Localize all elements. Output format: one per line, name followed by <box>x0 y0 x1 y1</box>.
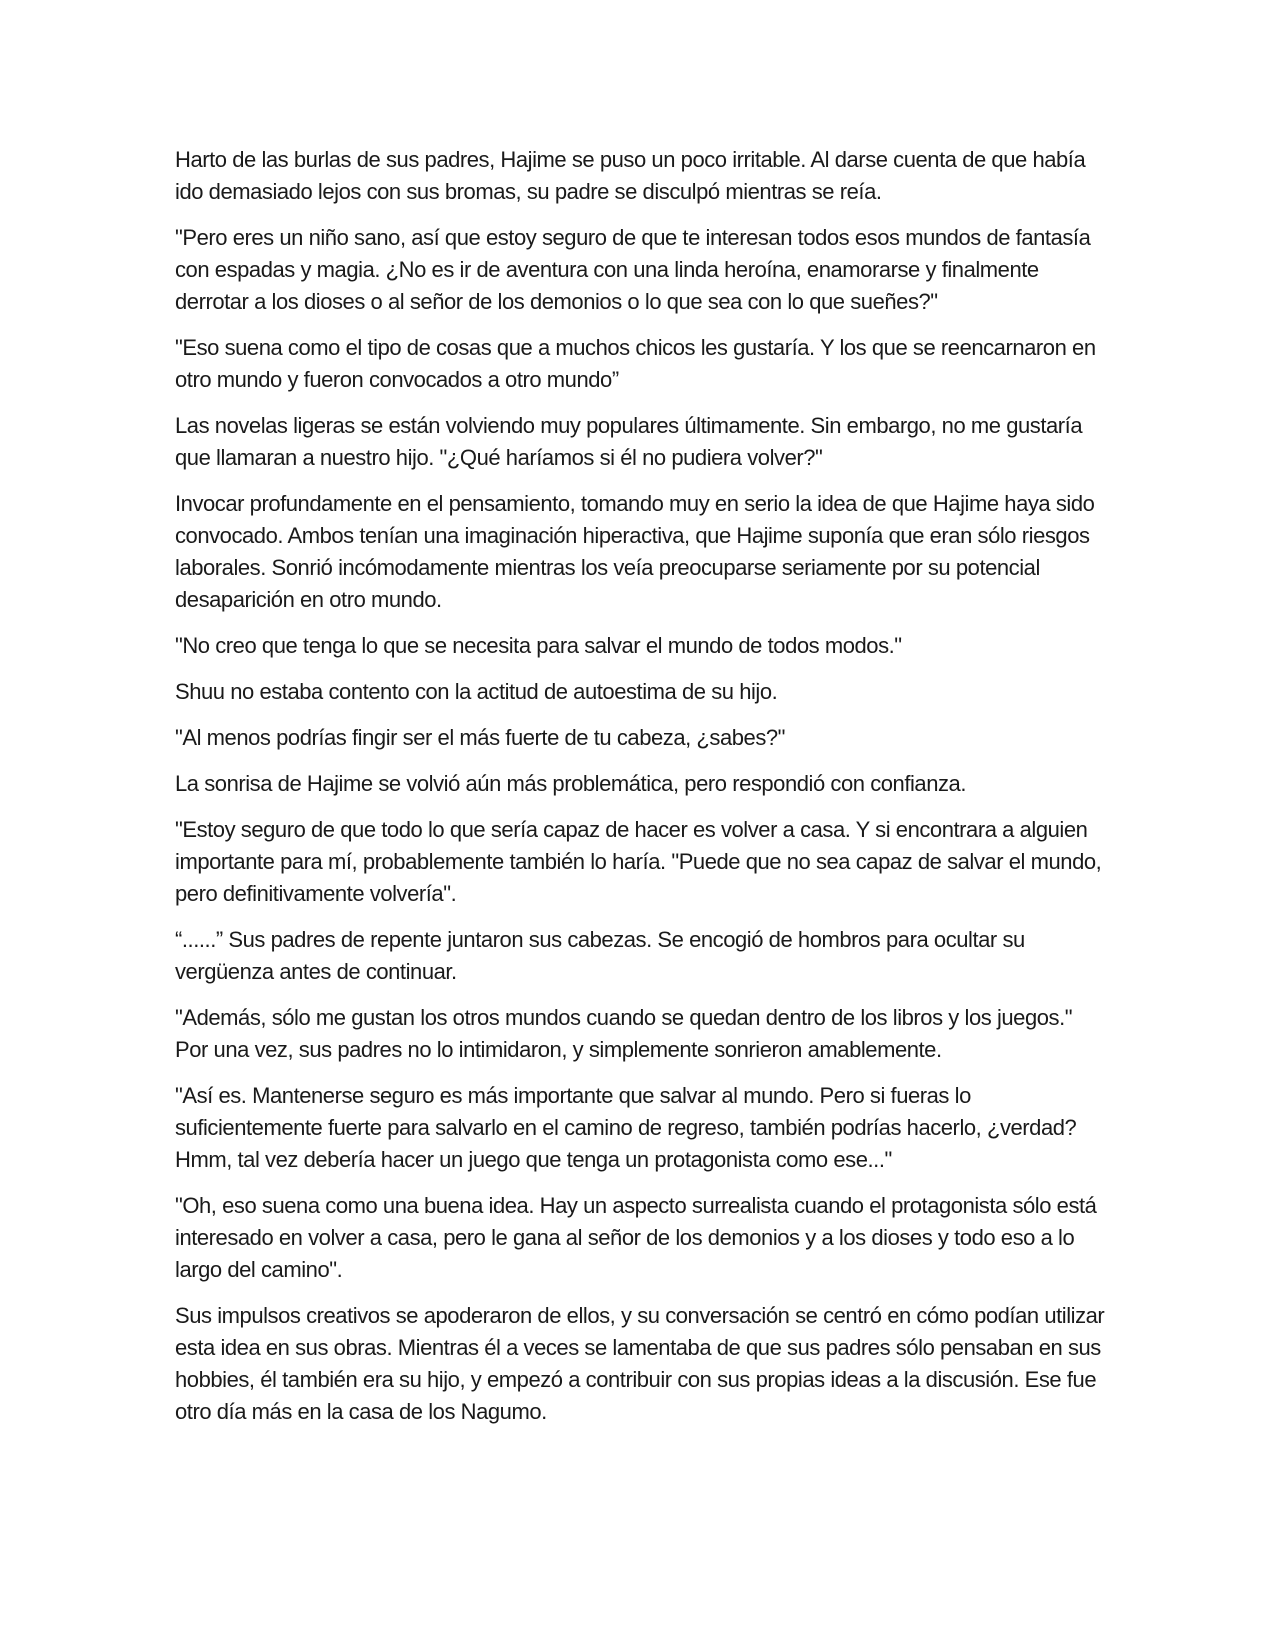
paragraph-1: Harto de las burlas de sus padres, Hajime se puso un poco irritable. Al darse cuenta de que había ido demasiado lejos con sus bromas, su padre se disculpó mientras se reía. <box>175 147 1086 204</box>
paragraph-6: "No creo que tenga lo que se necesita para salvar el mundo de todos modos." <box>175 633 902 658</box>
paragraph-3: "Eso suena como el tipo de cosas que a muchos chicos les gustaría. Y los que se reencarnaron en otro mundo y fueron convocados a otro mundo” <box>175 335 1096 392</box>
document-body <box>175 144 1105 1442</box>
paragraph-4: Las novelas ligeras se están volviendo muy populares últimamente. Sin embargo, no me gustaría que llamaran a nuestro hijo. "¿Qué haríamos si él no pudiera volver?" <box>175 413 1083 470</box>
paragraph-2: "Pero eres un niño sano, así que estoy seguro de que te interesan todos esos mundos de fantasía con espadas y magia. ¿No es ir de aventura con una linda heroína, enamorarse y finalmente derrotar a los dioses o al señor de los demonios o lo que sea con lo que sueñes?" <box>175 225 1091 314</box>
paragraph-8: "Al menos podrías fingir ser el más fuerte de tu cabeza, ¿sabes?" <box>175 725 786 750</box>
paragraph-14: "Oh, eso suena como una buena idea. Hay un aspecto surrealista cuando el protagonista sólo está interesado en volver a casa, pero le gana al señor de los demonios y a los dioses y todo eso a lo largo del camino". <box>175 1193 1097 1282</box>
paragraph-7: Shuu no estaba contento con la actitud de autoestima de su hijo. <box>175 679 778 704</box>
paragraph-15: Sus impulsos creativos se apoderaron de ellos, y su conversación se centró en cómo podían utilizar esta idea en sus obras. Mientras él a veces se lamentaba de que sus padres sólo pensaban en sus hobbies, él también era su hijo, y empezó a contribuir con sus propias ideas a la discusión. Ese fue otro día más en la casa de los Nagumo. <box>175 1303 1105 1424</box>
paragraph-11: “......” Sus padres de repente juntaron sus cabezas. Se encogió de hombros para ocultar su vergüenza antes de continuar. <box>175 927 1025 984</box>
paragraph-9: La sonrisa de Hajime se volvió aún más problemática, pero respondió con confianza. <box>175 771 967 796</box>
paragraph-5: Invocar profundamente en el pensamiento, tomando muy en serio la idea de que Hajime haya sido convocado. Ambos tenían una imaginación hiperactiva, que Hajime suponía que eran sólo riesgos laborales. Sonrió incómodamente mientras los veía preocuparse seriamente por su potencial desaparición en otro mundo. <box>175 491 1095 612</box>
paragraph-12: "Además, sólo me gustan los otros mundos cuando se quedan dentro de los libros y los juegos." Por una vez, sus padres no lo intimidaron, y simplemente sonrieron amablemente. <box>175 1005 1073 1062</box>
paragraph-13: "Así es. Mantenerse seguro es más importante que salvar al mundo. Pero si fueras lo suficientemente fuerte para salvarlo en el camino de regreso, también podrías hacerlo, ¿verdad? Hmm, tal vez debería hacer un juego que tenga un protagonista como ese..." <box>175 1083 1077 1172</box>
paragraph-10: "Estoy seguro de que todo lo que sería capaz de hacer es volver a casa. Y si encontrara a alguien importante para mí, probablemente también lo haría. "Puede que no sea capaz de salvar el mundo, pero definitivamente volvería". <box>175 817 1102 906</box>
